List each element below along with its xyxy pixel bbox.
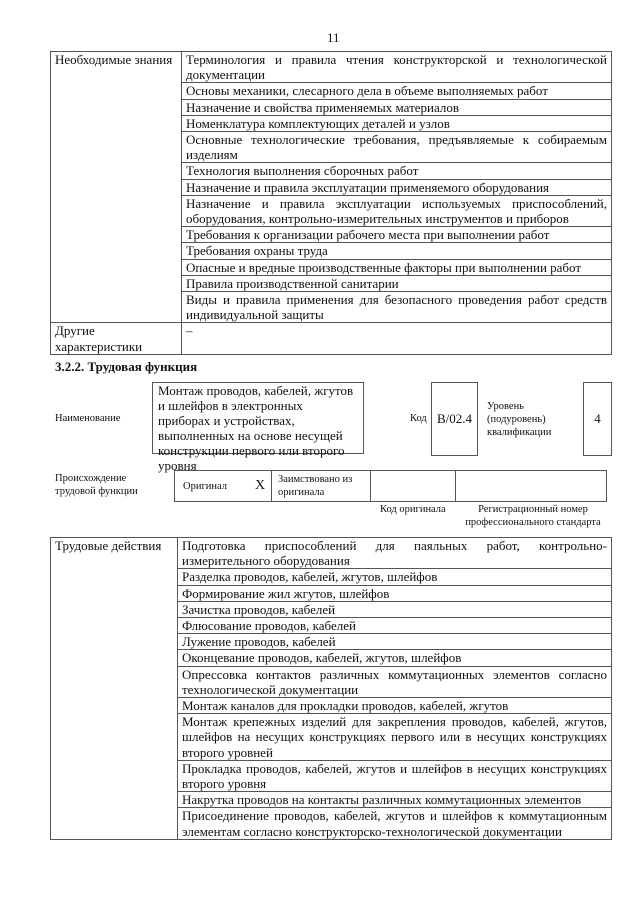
code-value: B/02.4 (431, 382, 478, 456)
list-item: Оконцевание проводов, кабелей, жгутов, шлейфов (178, 650, 612, 666)
list-item: Прокладка проводов, кабелей, жгутов и шлейфов в несущих конструкциях второго уровня (178, 760, 612, 791)
name-value: Монтаж проводов, кабелей, жгутов и шлейфов в электронных приборах и устройствах, выполненных на основе несущей конструкции первого или второго уровня (152, 382, 364, 454)
list-item: Зачистка проводов, кабелей (178, 601, 612, 617)
name-label: Наименование (55, 413, 121, 424)
section-heading: 3.2.2. Трудовая функция (55, 359, 198, 374)
level-label: Уровень (подуровень) квалификации (487, 401, 552, 438)
code-original-cell (371, 471, 456, 501)
original-label: Оригинал (183, 481, 227, 492)
code-original-label: Код оригинала (380, 504, 446, 515)
list-item: Накрутка проводов на контакты различных коммутационных элементов (178, 792, 612, 808)
original-cell (175, 471, 272, 501)
list-item: Требования охраны труда (182, 243, 612, 259)
list-item: Основы механики, слесарного дела в объеме выполняемых работ (182, 83, 612, 99)
borrowed-cell (272, 471, 371, 501)
list-item: Требования к организации рабочего места при выполнении работ (182, 227, 612, 243)
origin-box (174, 470, 607, 502)
table-row (51, 538, 612, 569)
list-item: Правила производственной санитарии (182, 275, 612, 291)
origin-label: Происхождение трудовой функции (55, 473, 138, 497)
reg-number-label: Регистрационный номер профессионального стандарта (465, 504, 601, 528)
list-item: Монтаж крепежных изделий для закрепления проводов, кабелей, жгутов, шлейфов на несущих конструкциях первого или в несущих конструкциях второго уровней (178, 714, 612, 761)
list-item: Формирование жил жгутов, шлейфов (178, 585, 612, 601)
reg-number-cell (456, 471, 606, 501)
list-item: Терминология и правила чтения конструкторской и технологической документации (182, 52, 612, 83)
list-item: Назначение и свойства применяемых материалов (182, 99, 612, 115)
original-mark: X (255, 478, 266, 493)
row-label: Трудовые действия (51, 538, 178, 840)
list-item: Монтаж каналов для прокладки проводов, кабелей, жгутов (178, 698, 612, 714)
list-item: Номенклатура комплектующих деталей и узлов (182, 115, 612, 131)
list-item: Флюсование проводов, кабелей (178, 618, 612, 634)
other-label: Другие характеристики (51, 323, 182, 354)
list-item: Разделка проводов, кабелей, жгутов, шлейфов (178, 569, 612, 585)
level-value: 4 (583, 382, 612, 456)
actions-table (50, 537, 612, 840)
borrowed-label: Заимствовано из оригинала (278, 474, 353, 498)
list-item: Подготовка приспособлений для паяльных работ, контрольно-измерительного оборудования (178, 538, 612, 569)
list-item: Основные технологические требования, предъявляемые к собираемым изделиям (182, 132, 612, 163)
list-item: Присоединение проводов, кабелей, жгутов и шлейфов к коммутационным элементам согласно конструкторско-технологической документации (178, 808, 612, 839)
list-item: Лужение проводов, кабелей (178, 634, 612, 650)
list-item: Опасные и вредные производственные факторы при выполнении работ (182, 259, 612, 275)
list-item: Назначение и правила эксплуатации используемых приспособлений, оборудования, контрольно-измерительных инструментов и приборов (182, 195, 612, 226)
code-label: Код (410, 413, 427, 424)
list-item: Назначение и правила эксплуатации применяемого оборудования (182, 179, 612, 195)
list-item: Виды и правила применения для безопасного проведения работ средств индивидуальной защиты (182, 292, 612, 323)
table-row (51, 323, 612, 354)
list-item: Технология выполнения сборочных работ (182, 163, 612, 179)
list-item: Опрессовка контактов различных коммутационных элементов согласно технологической документации (178, 666, 612, 697)
table-row (51, 52, 612, 83)
other-value: – (182, 323, 612, 354)
row-label: Необходимые знания (51, 52, 182, 323)
knowledge-table (50, 51, 612, 355)
page-number: 11 (327, 30, 340, 45)
